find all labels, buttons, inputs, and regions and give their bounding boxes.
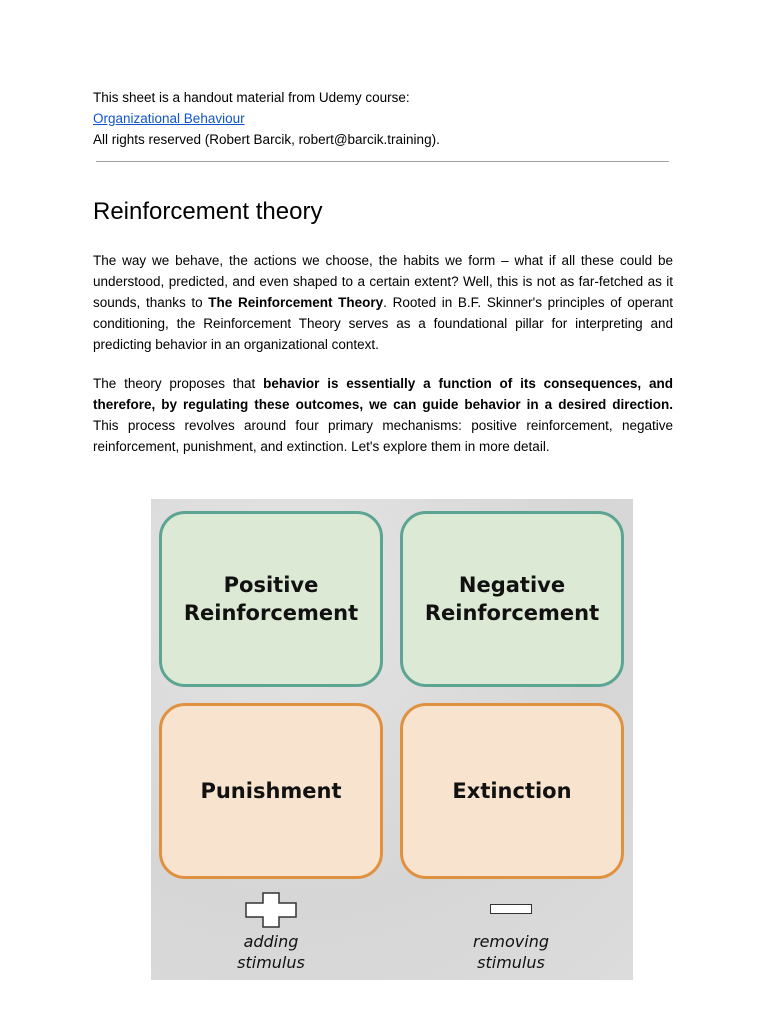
theory-paragraph <box>93 373 673 457</box>
caption-line: stimulus <box>237 953 305 972</box>
paragraph-text: The theory proposes that <box>93 376 264 391</box>
course-link[interactable]: Organizational Behaviour <box>93 111 245 126</box>
divider <box>96 161 669 162</box>
paragraph-bold-text: behavior is essentially a function of its consequences, and therefore, by regulating these outcomes, we can guide behavior in a desired direction. <box>93 376 673 412</box>
box-label: Reinforcement <box>183 601 359 625</box>
box-label: Positive <box>223 573 319 597</box>
caption-line: stimulus <box>477 953 545 972</box>
box-label: Punishment <box>200 779 342 803</box>
positive-reinforcement-box <box>159 511 383 687</box>
negative-reinforcement-box <box>400 511 624 687</box>
paragraph-text: This process revolves around four primary mechanisms: positive reinforcement, negative reinforcement, punishment, and extinction. Let's explore them in more detail. <box>93 418 673 454</box>
paragraph-bold-text: The Reinforcement Theory <box>208 295 384 310</box>
reinforcement-diagram <box>151 499 633 980</box>
box-label: Extinction <box>452 779 572 803</box>
paragraph-text: The way we behave, the actions we choose, the habits we form – what if all these could be understood, predicted, and even shaped to a certain extent? Well, this is not as far-fetched as it sounds, thanks to <box>93 253 673 310</box>
removing-stimulus-caption <box>431 931 591 973</box>
caption-line: removing <box>472 932 549 951</box>
minus-icon <box>490 904 532 914</box>
box-label: Negative <box>458 573 566 597</box>
page-title: Reinforcement theory <box>93 198 323 225</box>
extinction-box <box>400 703 624 879</box>
punishment-box <box>159 703 383 879</box>
rights-text: All rights reserved (Robert Barcik, robert@barcik.training). <box>93 132 440 147</box>
paragraph-text: . Rooted in B.F. Skinner's principles of operant conditioning, the Reinforcement Theory serves as a foundational pillar for interpreting and predicting behavior in an organizational context. <box>93 295 673 352</box>
caption-line: adding <box>243 932 299 951</box>
intro-text: This sheet is a handout material from Udemy course: <box>93 90 410 105</box>
intro-paragraph <box>93 250 673 355</box>
adding-stimulus-caption <box>191 931 351 973</box>
box-label: Reinforcement <box>424 601 600 625</box>
plus-icon <box>245 892 297 928</box>
handout-header <box>93 87 678 150</box>
